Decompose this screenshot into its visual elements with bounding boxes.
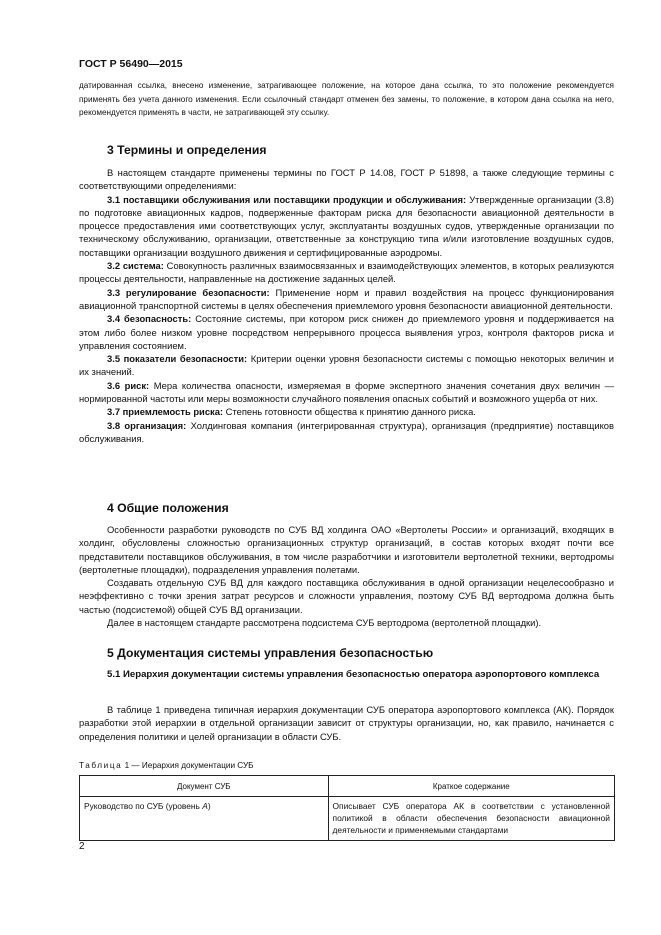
term-3-7-definition: Степень готовности общества к принятию данного риска.	[225, 406, 476, 418]
term-3-4	[79, 312, 614, 352]
term-3-8-definition: Холдинговая компания (интегрированная структура), организация (предприятие) поставщиков обслуживания.	[79, 419, 614, 444]
section-4-paragraph-3: Далее в настоящем стандарте рассмотрена подсистема СУБ вертодрома (вертолетной площадки).	[107, 617, 542, 629]
term-3-8	[79, 419, 614, 446]
term-3-1	[79, 193, 614, 259]
section-4-paragraph-2: Создавать отдельную СУБ ВД для каждого поставщика обслуживания в одной организации нецелесообразно и неэффективно с точки зрения затрат ресурсов и сложности управления, поэтому СУБ ВД вертодрома должна быть частью (подсистемой) общей СУБ ВД организации.	[79, 577, 614, 615]
section-5-body	[79, 703, 614, 743]
cell-document-level: А	[202, 801, 208, 811]
cell-summary: Описывает СУБ оператора АК в соответствии с установленной политикой в области обеспечения безопасности авиационной деятельности и применяемыми стандартами	[328, 797, 614, 841]
table-header-row	[80, 776, 615, 797]
standard-header: ГОСТ Р 56490—2015	[79, 58, 183, 70]
term-3-5-definition: Критерии оценки уровня безопасности системы с помощью некоторых величин и их значений.	[79, 353, 614, 378]
intro-continuation: датированная ссылка, внесено изменение, затрагивающее положение, на которое дана ссылка, то это положение рекомендуется применять без учета данного изменения. Если ссылочный стандарт отменен без замены, то положение, в котором дана ссылка на него, рекомендуется применять в части, не затрагивающей эту ссылку.	[79, 81, 614, 118]
term-3-6-definition: Мера количества опасности, измеряемая в форме экспертного значения сочетания двух величин — нормированной частоты или меры возможности случайного появления опасных событий и возможного ущерба от них.	[79, 379, 614, 405]
cell-document-suffix: )	[207, 801, 211, 811]
header-document: Документ СУБ	[80, 776, 329, 797]
section-5-1-title: 5.1 Иерархия документации системы управления безопасностью оператора аэропортового комплекса	[107, 669, 600, 680]
page-number: 2	[79, 841, 85, 852]
table-caption-text: 1 — Иерархия документации СУБ	[124, 761, 254, 770]
documentation-table	[79, 775, 615, 841]
term-3-7-name: 3.7 приемлемость риска:	[107, 406, 224, 418]
term-3-3-definition: Применение норм и правил воздействия на процесс функционирования авиационной транспортной системы в целях обеспечения приемлемого уровня безопасности авиационной деятельности.	[79, 286, 615, 311]
term-3-1-definition: Утвержденные организации (3.8) по подготовке авиационных кадров, подверженные факторам риска для безопасности авиационной деятельности в процессе предоставления ими соответствующих услуг, эксплуатанты воздушных судов, утвержденные организации по техническому обслуживанию, организации, ответственные за конструкцию типа и/или изготовление воздушных судов, поставщики организации воздушного движения и сертифицированные аэродромы.	[79, 193, 615, 258]
section-4-title: 4 Общие положения	[107, 501, 229, 515]
section-4-body	[79, 523, 614, 629]
term-3-7	[79, 405, 614, 418]
term-3-5	[79, 352, 614, 379]
term-3-5-name: 3.5 показатели безопасности:	[107, 353, 248, 365]
term-3-2-definition: Совокупность различных взаимосвязанных и взаимодействующих элементов, в которых реализуются процессы деятельности, направленные на достижение заданных целей.	[79, 260, 614, 285]
term-3-3-name: 3.3 регулирование безопасности:	[107, 286, 270, 298]
table-caption-label: Таблица	[79, 761, 123, 770]
section-3-intro: В настоящем стандарте применены термины по ГОСТ Р 14.08, ГОСТ Р 51898, а также следующие термины с соответствующими определениями:	[79, 167, 614, 192]
cell-document	[80, 797, 329, 841]
header-summary: Краткое содержание	[328, 776, 614, 797]
term-3-6	[79, 379, 614, 406]
term-3-3	[79, 286, 614, 313]
section-4-paragraph-1: Особенности разработки руководств по СУБ ВД холдинга ОАО «Вертолеты России» и организаций, входящих в холдинг, обусловлены сложностью организационных структур организаций, в состав которых входят почти все представители поставщиков обслуживания, в том числе разработчики и изготовители вертолетной техники, вертодромы (вертолетные площадки), подразделения управления полетами.	[79, 524, 614, 575]
term-3-2-name: 3.2 система:	[107, 260, 164, 272]
term-3-6-name: 3.6 риск:	[107, 379, 150, 391]
section-5-title: 5 Документация системы управления безопасностью	[107, 646, 434, 660]
term-3-4-name: 3.4 безопасность:	[107, 313, 192, 325]
table-row	[80, 797, 615, 841]
section-3-title: 3 Термины и определения	[107, 143, 267, 157]
term-3-1-name: 3.1 поставщики обслуживания или поставщики продукции и обслуживания:	[107, 193, 467, 205]
term-3-8-name: 3.8 организация:	[107, 419, 187, 431]
cell-document-prefix: Руководство по СУБ (уровень	[84, 801, 203, 811]
table-caption	[79, 761, 254, 770]
term-3-2	[79, 259, 614, 286]
section-5-paragraph: В таблице 1 приведена типичная иерархия документации СУБ оператора аэропортового комплекса (АК). Порядок разработки этой иерархии в отдельной организации зависит от структуры организации, но, как правило, начинается с определения политики и целей организации в области СУБ.	[79, 704, 614, 742]
term-3-4-definition: Состояние системы, при котором риск снижен до приемлемого уровня и поддерживается на этом либо более низком уровне посредством непрерывного процесса выявления угроз, контроля факторов риска и управления состоянием.	[79, 313, 614, 351]
section-3-body	[79, 166, 614, 445]
